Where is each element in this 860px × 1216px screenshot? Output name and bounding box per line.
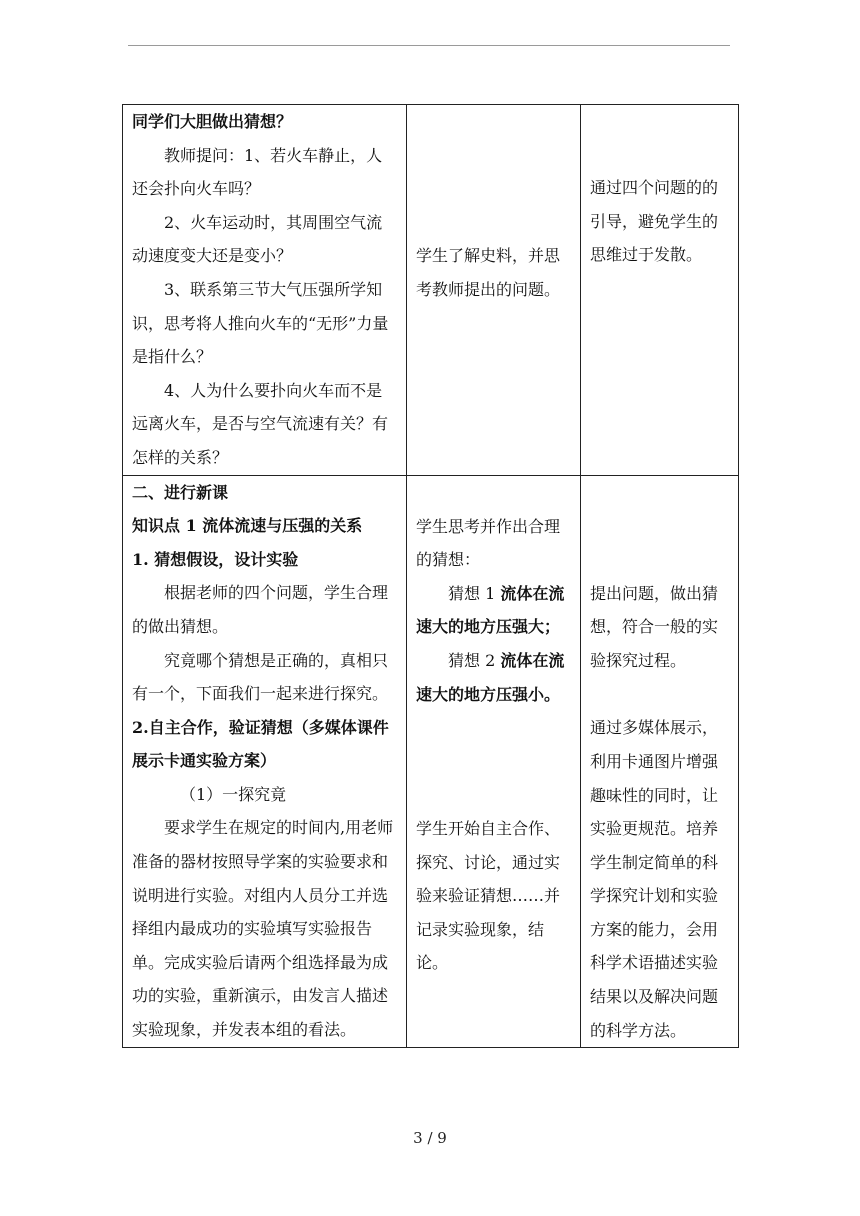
guess-2-text: 流体在流速大的地方压强小。 <box>416 650 565 704</box>
student-guess-1 <box>416 577 571 644</box>
header-rule <box>128 45 730 46</box>
lesson-plan-table <box>122 104 739 1048</box>
teacher-question-4: 4、人为什么要扑向火车而不是远离火车，是否与空气流速有关？有怎样的关系？ <box>132 380 389 467</box>
teacher-activity-cell <box>123 105 407 476</box>
student-experiment-text: 学生开始自主合作、探究、讨论，通过实验来验证猜想……并记录实验现象，结论。 <box>416 819 561 973</box>
guess-2-label: 猜想 2 <box>448 650 501 670</box>
student-activity-cell <box>407 105 581 476</box>
section-heading: 二、进行新课 <box>132 482 229 502</box>
design-intent-text-1: 提出问题，做出猜想，符合一般的实验探究过程。 <box>590 583 719 670</box>
step2-heading: 2.自主合作，验证猜想（多媒体课件展示卡通实验方案） <box>132 717 389 771</box>
design-intent-text: 通过四个问题的的引导，避免学生的思维过于发散。 <box>590 178 719 265</box>
student-guess-intro: 学生思考并作出合理的猜想： <box>416 516 561 570</box>
step1-heading: 1. 猜想假设，设计实验 <box>132 549 299 569</box>
design-intent-text-2: 通过多媒体展示，利用卡通图片增强趣味性的同时，让实验更规范。培养学生制定简单的科学探究计划和实验方案的能力，会用科学术语描述实验结果以及解决问题的科学方法。 <box>590 718 719 1040</box>
student-activity-text: 学生了解史料，并思考教师提出的问题。 <box>416 246 561 299</box>
step1-paragraph-2: 究竟哪个猜想是正确的，真相只有一个，下面我们一起来进行探究。 <box>132 650 389 704</box>
teacher-question-3: 3、联系第三节大气压强所学知识，思考将人推向火车的“无形”力量是指什么？ <box>132 279 389 367</box>
table-row <box>123 105 739 476</box>
guess-1-text: 流体在流速大的地方压强大； <box>416 583 565 637</box>
table-row <box>123 475 739 1048</box>
design-intent-cell <box>581 105 739 476</box>
student-guess-2 <box>416 644 571 711</box>
teacher-question-1: 教师提问：1、若火车静止，人还会扑向火车吗？ <box>132 145 383 199</box>
step2-paragraph: 要求学生在规定的时间内,用老师准备的器材按照导学案的实验要求和说明进行实验。对组内人员分工并选择组内最成功的实验填写实验报告单。完成实验后请两个组选择最为成功的实验，重新演示，由发言人描述实验现象，并发表本组的看法。 <box>132 818 394 1040</box>
student-activity-cell <box>407 475 581 1048</box>
step1-paragraph-1: 根据老师的四个问题，学生合理的做出猜想。 <box>132 583 389 636</box>
sub-heading: （1）一探究竟 <box>180 784 287 804</box>
guess-1-label: 猜想 1 <box>448 583 501 603</box>
page-number: 3 / 9 <box>413 1129 447 1147</box>
design-intent-cell <box>581 475 739 1048</box>
knowledge-point-heading: 知识点 1 流体流速与压强的关系 <box>132 516 363 536</box>
teacher-activity-cell <box>123 475 407 1048</box>
teacher-question-2: 2、火车运动时，其周围空气流动速度变大还是变小？ <box>132 212 383 266</box>
guess-prompt: 同学们大胆做出猜想？ <box>132 112 293 131</box>
